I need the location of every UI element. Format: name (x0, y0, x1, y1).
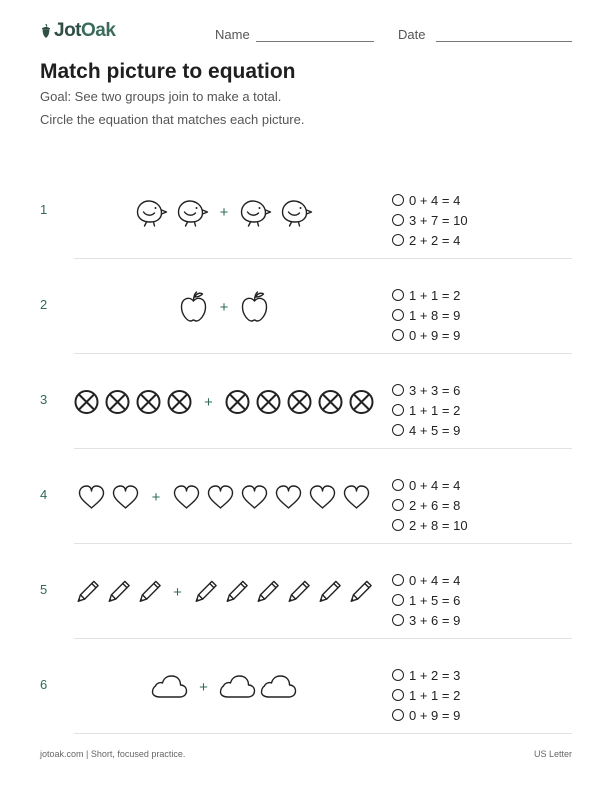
heart-icon (80, 486, 104, 508)
problem-row (40, 354, 572, 449)
name-line[interactable] (256, 41, 374, 42)
apple-icon (182, 292, 206, 321)
heart-icon (114, 486, 138, 508)
cloud-icon (262, 676, 296, 697)
ball-icon (138, 391, 160, 413)
choice-list (392, 190, 468, 250)
plus-sign: + (204, 394, 213, 411)
picture-group (74, 354, 382, 449)
problem-row (40, 639, 572, 734)
plus-sign: + (219, 299, 229, 316)
problem-number: 6 (40, 677, 48, 692)
cloud-icon (221, 676, 255, 697)
bird-icon (138, 201, 167, 226)
brand-logo (41, 20, 115, 42)
problem-row (40, 544, 572, 639)
picture-group (74, 449, 382, 544)
choice-bubble[interactable] (392, 594, 404, 606)
problem-number: 5 (40, 582, 48, 597)
choice-equation: 3 + 3 = 6 (409, 382, 461, 398)
choice-option[interactable] (392, 305, 460, 325)
choice-bubble[interactable] (392, 499, 404, 511)
choice-equation: 3 + 7 = 10 (409, 212, 468, 228)
ball-icon (227, 391, 249, 413)
choice-equation: 0 + 4 = 4 (409, 572, 461, 588)
heart-icon (345, 486, 369, 508)
footer-site: jotoak.com | Short, focused practice. (40, 749, 186, 759)
date-label: Date (398, 27, 426, 42)
row-divider (74, 733, 572, 734)
pencil-icon (76, 581, 98, 603)
choice-equation: 2 + 2 = 4 (409, 232, 461, 248)
goal-text: Goal: See two groups join to make a total. (40, 89, 282, 104)
choice-equation: 1 + 8 = 9 (409, 307, 461, 323)
choice-bubble[interactable] (392, 689, 404, 701)
heart-icon (243, 486, 267, 508)
bird-icon (283, 201, 312, 226)
choice-bubble[interactable] (392, 574, 404, 586)
choice-equation: 1 + 2 = 3 (409, 667, 461, 683)
choice-bubble[interactable] (392, 309, 404, 321)
plus-sign: + (199, 679, 208, 696)
page-title: Match picture to equation (40, 60, 296, 83)
plus-sign: + (173, 584, 182, 601)
plus-sign: + (219, 204, 229, 221)
heart-icon (277, 486, 301, 508)
choice-bubble[interactable] (392, 329, 404, 341)
choice-bubble[interactable] (392, 614, 404, 626)
choice-bubble[interactable] (392, 709, 404, 721)
choice-bubble[interactable] (392, 669, 404, 681)
ball-icon (289, 391, 311, 413)
bird-icon (242, 201, 271, 226)
plus-sign: + (151, 489, 161, 506)
choice-bubble[interactable] (392, 404, 404, 416)
choice-list (392, 285, 460, 345)
problem-number: 4 (40, 487, 48, 502)
problem-number: 1 (40, 202, 48, 217)
picture-group (74, 164, 382, 259)
brand-name-jot: Jot (54, 20, 81, 41)
heart-icon (311, 486, 335, 508)
choice-option[interactable] (392, 210, 468, 230)
choice-list (392, 570, 460, 630)
choice-option[interactable] (392, 380, 460, 400)
apple-icon (243, 292, 267, 321)
choice-bubble[interactable] (392, 214, 404, 226)
choice-equation: 2 + 6 = 8 (409, 497, 461, 513)
picture-group (74, 639, 382, 734)
pencil-icon (107, 581, 129, 603)
choice-option[interactable] (392, 420, 460, 440)
brand-name-oak: Oak (81, 20, 116, 41)
cloud-icon (153, 676, 187, 697)
ball-icon (351, 391, 373, 413)
problem-row (40, 449, 572, 544)
choice-equation: 0 + 4 = 4 (409, 477, 461, 493)
choice-list (392, 665, 460, 725)
choice-option[interactable] (392, 230, 468, 250)
brand-name (54, 20, 115, 42)
choice-equation: 1 + 1 = 2 (409, 402, 461, 418)
choice-option[interactable] (392, 515, 468, 535)
bird-icon (179, 201, 208, 226)
heart-icon (175, 486, 199, 508)
choice-option[interactable] (392, 665, 460, 685)
pencil-icon (256, 581, 278, 603)
choice-option[interactable] (392, 475, 468, 495)
choice-option[interactable] (392, 570, 460, 590)
problem-number: 2 (40, 297, 48, 312)
choice-bubble[interactable] (392, 424, 404, 436)
choice-equation: 1 + 1 = 2 (409, 687, 461, 703)
pencil-icon (287, 581, 309, 603)
choice-option[interactable] (392, 325, 460, 345)
choice-equation: 2 + 8 = 10 (409, 517, 468, 533)
pencil-icon (138, 581, 160, 603)
problem-row (40, 164, 572, 259)
ball-icon (258, 391, 280, 413)
ball-icon (107, 391, 129, 413)
choice-option[interactable] (392, 400, 460, 420)
picture-group (74, 259, 382, 354)
instructions-text: Circle the equation that matches each picture. (40, 112, 305, 127)
pencil-icon (194, 581, 216, 603)
choice-equation: 4 + 5 = 9 (409, 422, 461, 438)
problem-number: 3 (40, 392, 48, 407)
pencil-icon (318, 581, 340, 603)
footer-paper-size: US Letter (533, 749, 572, 759)
choice-equation: 3 + 6 = 9 (409, 612, 461, 628)
ball-icon (169, 391, 191, 413)
choice-option[interactable] (392, 285, 460, 305)
ball-icon (76, 391, 98, 413)
choice-equation: 1 + 5 = 6 (409, 592, 461, 608)
date-line[interactable] (436, 41, 572, 42)
choice-option[interactable] (392, 190, 468, 210)
choice-list (392, 380, 460, 440)
choice-bubble[interactable] (392, 479, 404, 491)
choice-bubble[interactable] (392, 519, 404, 531)
choice-option[interactable] (392, 610, 460, 630)
name-label: Name (215, 27, 250, 42)
choice-bubble[interactable] (392, 384, 404, 396)
acorn-icon (41, 24, 51, 39)
ball-icon (320, 391, 342, 413)
choice-bubble[interactable] (392, 234, 404, 246)
picture-group (74, 544, 382, 639)
choice-equation: 0 + 9 = 9 (409, 707, 461, 723)
choice-option[interactable] (392, 495, 468, 515)
pencil-icon (349, 581, 371, 603)
choice-equation: 1 + 1 = 2 (409, 287, 461, 303)
choice-equation: 0 + 4 = 4 (409, 192, 461, 208)
choice-option[interactable] (392, 590, 460, 610)
choice-bubble[interactable] (392, 194, 404, 206)
choice-bubble[interactable] (392, 289, 404, 301)
choice-equation: 0 + 9 = 9 (409, 327, 461, 343)
choice-option[interactable] (392, 705, 460, 725)
heart-icon (209, 486, 233, 508)
choice-option[interactable] (392, 685, 460, 705)
problem-row (40, 259, 572, 354)
pencil-icon (225, 581, 247, 603)
choice-list (392, 475, 468, 535)
